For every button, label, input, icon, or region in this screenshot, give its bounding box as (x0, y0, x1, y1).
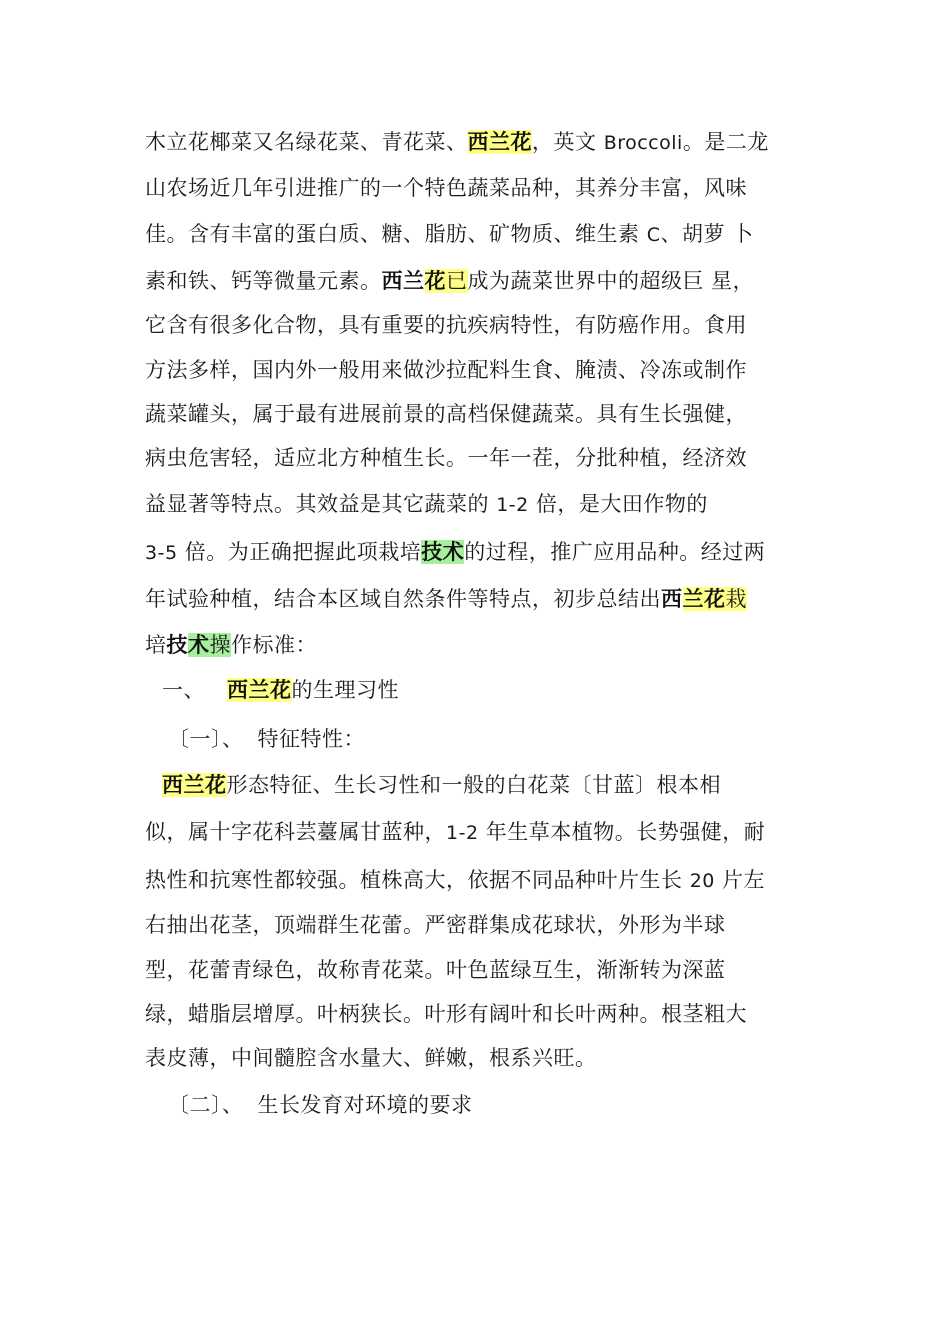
highlight-term: 兰花 (682, 587, 726, 611)
text-run: 表皮薄，中间髓腔含水量大、鲜嫩，根系兴旺。 (145, 1046, 597, 1070)
highlight-run: 已 (446, 269, 468, 293)
text-run: 右抽出花茎，顶端群生花蕾。严密群集成花球状，外形为半球 (145, 913, 726, 937)
text-line (145, 266, 754, 296)
text-run: 1-2 (496, 494, 529, 516)
text-line (145, 127, 769, 158)
text-run: 倍。为正确把握此项栽培 (177, 540, 422, 564)
heading-text: 的生理习性 (291, 678, 399, 702)
text-line (145, 910, 726, 940)
text-line (145, 489, 708, 520)
highlight-term: 术 (188, 633, 210, 657)
text-run: 蔬菜罐头，属于最有进展前景的高档保健蔬菜。具有生长强健， (145, 402, 747, 426)
text-run: 形态特征、生长习性和一般的白花菜〔甘蓝〕根本相 (226, 773, 721, 797)
section-heading (162, 675, 399, 705)
text-run: Broccoli (603, 132, 683, 154)
text-run: 年试验种植，结合本区域自然条件等特点，初步总结出 (145, 587, 661, 611)
text-line (145, 999, 747, 1029)
text-run: 的过程，推广应用品种。经过两 (464, 540, 766, 564)
text-run: 病虫危害轻，适应北方种植生长。一年一茬，分批种植，经济效 (145, 446, 747, 470)
subsection-heading (168, 1090, 473, 1120)
text-line (145, 173, 747, 203)
text-run: 年生草本植物。长势强健，耐 (478, 820, 766, 844)
text-line (145, 865, 765, 896)
text-run: 它含有很多化合物，具有重要的抗疾病特性，有防癌作用。食用 (145, 313, 747, 337)
text-run: 素和铁、钙等微量元素。 (145, 269, 382, 293)
text-run: 方法多样，国内外一般用来做沙拉配料生食、腌渍、冷冻或制作 (145, 358, 747, 382)
text-line (145, 537, 765, 568)
text-run: 成为蔬菜世界中的超级巨 星， (467, 269, 755, 293)
text-line (145, 630, 317, 660)
text-line (145, 817, 765, 848)
text-line (145, 1043, 597, 1073)
text-run: 倍，是大田作物的 (528, 492, 708, 516)
highlight-term: 西兰花 (227, 678, 292, 702)
text-run: 20 (689, 870, 715, 892)
heading-text: 特征特性： (257, 727, 365, 751)
text-line (145, 310, 747, 340)
heading-number: 〔二〕、 (168, 1093, 244, 1117)
text-line (162, 770, 721, 800)
bold-term: 技 (166, 633, 188, 657)
highlight-term: 西兰花 (467, 130, 532, 154)
text-run: 热性和抗寒性都较强。植株高大，依据不同品种叶片生长 (145, 868, 690, 892)
heading-number: 一、 (162, 678, 205, 702)
text-line (145, 955, 726, 985)
heading-number: 〔一〕、 (168, 727, 244, 751)
text-run: 佳。含有丰富的蛋白质、糖、脂肪、矿物质、维生素 (145, 222, 647, 246)
text-run: 。是二龙 (682, 130, 769, 154)
text-run: 木立花椰菜又名绿花菜、青花菜、 (145, 130, 468, 154)
text-run: 益显著等特点。其效益是其它蔬菜的 (145, 492, 497, 516)
highlight-term: 西兰花 (162, 773, 227, 797)
highlight-term: 技术 (421, 540, 465, 564)
highlight-run: 栽 (725, 587, 747, 611)
subsection-heading (168, 724, 365, 754)
text-run: 1-2 (446, 822, 479, 844)
bold-term: 西 (661, 587, 683, 611)
text-run: 培 (145, 633, 167, 657)
text-run: 片左 (714, 868, 766, 892)
text-run: 山农场近几年引进推广的一个特色蔬菜品种，其养分丰富，风味 (145, 176, 747, 200)
text-line (145, 219, 754, 250)
highlight-term: 花 (424, 269, 446, 293)
text-line (145, 584, 747, 614)
highlight-run: 操 (209, 633, 231, 657)
bold-term: 西兰 (381, 269, 425, 293)
text-run: ，英文 (532, 130, 604, 154)
text-run: 似，属十字花科芸薹属甘蓝种， (145, 820, 446, 844)
text-run: 绿，蜡脂层增厚。叶柄狭长。叶形有阔叶和长叶两种。根茎粗大 (145, 1002, 747, 1026)
heading-text: 生长发育对环境的要求 (257, 1093, 473, 1117)
text-run: 作标准： (231, 633, 317, 657)
text-run: 型，花蕾青绿色，故称青花菜。叶色蓝绿互生，渐渐转为深蓝 (145, 958, 726, 982)
text-run: 3-5 (145, 542, 178, 564)
text-line (145, 399, 747, 429)
text-line (145, 355, 747, 385)
text-run: 、胡萝 卜 (660, 222, 754, 246)
text-run: C (646, 224, 661, 246)
text-line (145, 443, 747, 473)
